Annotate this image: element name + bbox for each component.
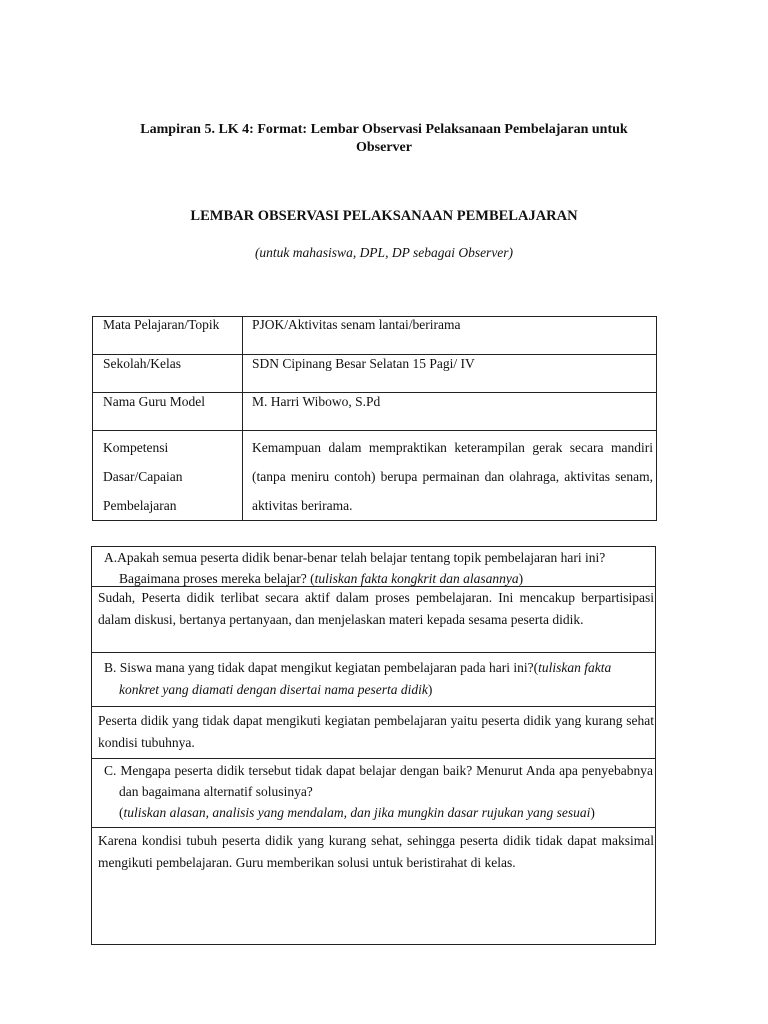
answer-c-box xyxy=(91,827,656,945)
competency-label-line3: Pembelajaran xyxy=(103,498,177,513)
question-b: B. Siswa mana yang tidak dapat mengikut kegiatan pembelajaran pada hari ini?(tuliskan fakta konkret yang diamati dengan disertai nama peserta didik) xyxy=(104,660,612,697)
school-class-label: Sekolah/Kelas xyxy=(103,356,181,371)
teacher-name-label: Nama Guru Model xyxy=(103,394,205,409)
answer-c: Karena kondisi tubuh peserta didik yang kurang sehat, sehingga peserta didik tidak dapat maksimal mengikuti pembelajaran. Guru memberikan solusi untuk beristirahat di kelas. xyxy=(98,833,654,870)
table-row xyxy=(93,355,657,393)
school-class-value: SDN Cipinang Besar Selatan 15 Pagi/ IV xyxy=(252,356,475,371)
question-c: C. Mengapa peserta didik tersebut tidak dapat belajar dengan baik? Menurut Anda apa penyebabnya dan bagaimana alternatif solusinya? (tuliskan alasan, analisis yang mendalam, dan jika mungkin dasar rujukan yang sesuai) xyxy=(104,763,653,820)
question-a-hint: tuliskan fakta kongkrit dan alasannya xyxy=(314,571,519,586)
subject-label: Mata Pelajaran/Topik xyxy=(103,317,220,332)
answer-b: Peserta didik yang tidak dapat mengikuti kegiatan pembelajaran yaitu peserta didik yang kurang sehat kondisi tubuhnya. xyxy=(98,713,654,750)
sheet-subtitle: (untuk mahasiswa, DPL, DP sebagai Observer) xyxy=(254,245,514,260)
table-row xyxy=(93,317,657,355)
competency-label-line1: Kompetensi xyxy=(103,440,169,455)
subject-value: PJOK/Aktivitas senam lantai/berirama xyxy=(252,317,461,332)
document-heading-line2: Observer xyxy=(356,140,412,155)
sheet-title: LEMBAR OBSERVASI PELAKSANAAN PEMBELAJARAN xyxy=(190,208,578,224)
answer-a-box xyxy=(91,586,656,653)
teacher-name-value: M. Harri Wibowo, S.Pd xyxy=(252,394,381,409)
question-c-box xyxy=(91,758,656,828)
answer-b-box xyxy=(91,706,656,759)
question-c-hint: tuliskan alasan, analisis yang mendalam, dan jika mungkin dasar rujukan yang sesuai xyxy=(123,805,591,820)
info-table xyxy=(92,316,657,521)
document-heading xyxy=(0,121,768,157)
document-heading-line1: Lampiran 5. LK 4: Format: Lembar Observasi Pelaksanaan Pembelajaran untuk xyxy=(140,122,628,137)
question-b-hint: tuliskan fakta konkret yang diamati dengan disertai nama peserta didik xyxy=(119,660,612,697)
competency-value: Kemampuan dalam mempraktikan keterampilan gerak secara mandiri (tanpa meniru contoh) berupa permainan dan olahraga, aktivitas senam, aktivitas berirama. xyxy=(243,431,657,521)
competency-label-line2: Dasar/Capaian xyxy=(103,469,183,484)
answer-a: Sudah, Peserta didik terlibat secara aktif dalam proses pembelajaran. Ini mencakup berpartisipasi dalam diskusi, bertanya pertanyaan, dan menjelaskan materi kepada sesama peserta didik. xyxy=(98,590,654,627)
table-row xyxy=(93,431,657,521)
table-row xyxy=(93,393,657,431)
question-b-box xyxy=(91,652,656,707)
question-a-box xyxy=(91,546,656,587)
question-a: A.Apakah semua peserta didik benar-benar telah belajar tentang topik pembelajaran hari ini? Bagaimana proses mereka belajar? (tuliskan fakta kongkrit dan alasannya) xyxy=(104,550,606,586)
